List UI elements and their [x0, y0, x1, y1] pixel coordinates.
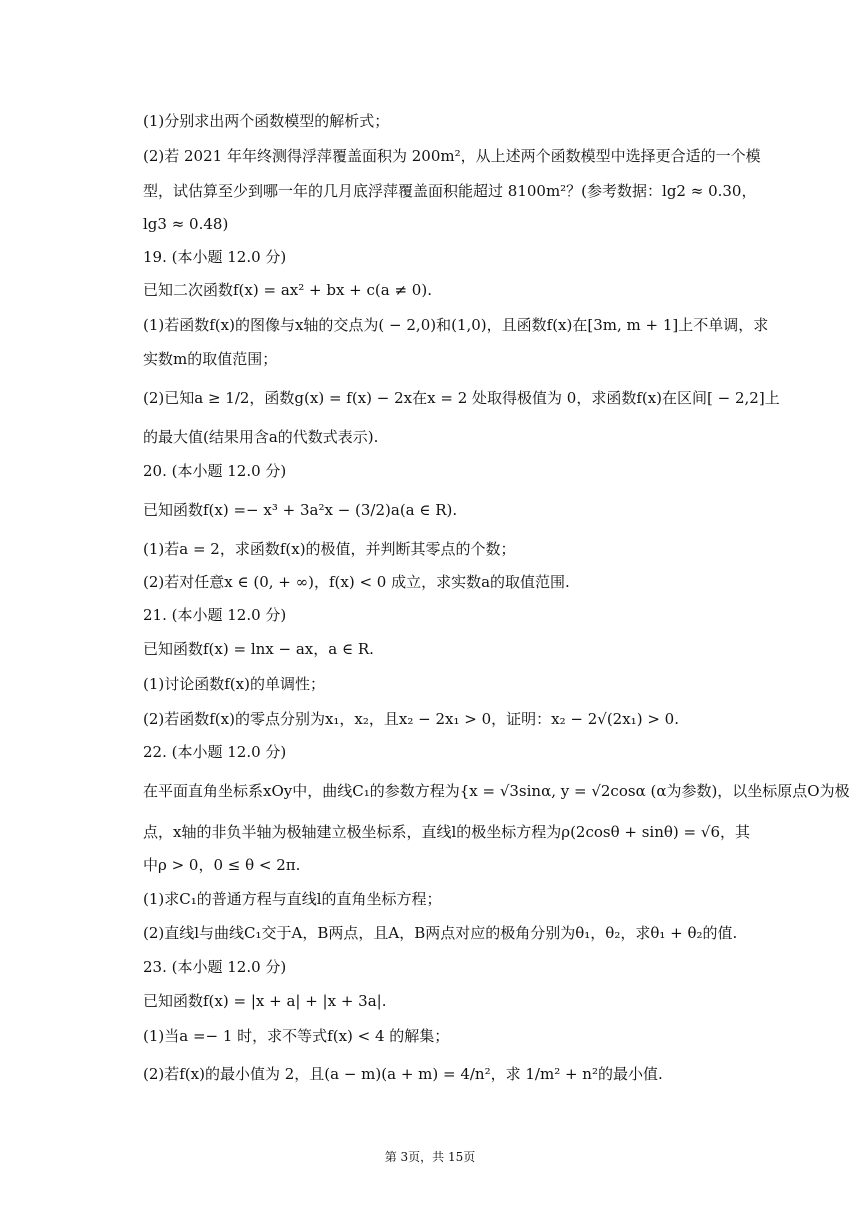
text-line: 已知函数f(x) =− x³ + 3a²x − (3/2)a(a ∈ R). — [143, 501, 458, 519]
text-line: (2)若函数f(x)的零点分别为x₁，x₂，且x₂ − 2x₁ > 0，证明：x₂ − 2√(2x₁) > 0. — [143, 710, 679, 728]
text-line: lg3 ≈ 0.48) — [143, 215, 229, 233]
text-line: (2)若 2021 年年终测得浮萍覆盖面积为 200m²，从上述两个函数模型中选择更合适的一个模 — [143, 147, 761, 165]
text-line: (2)若对任意x ∈ (0, + ∞)，f(x) < 0 成立，求实数a的取值范围. — [143, 573, 570, 591]
text-line: (2)已知a ≥ 1/2，函数g(x) = f(x) − 2x在x = 2 处取得极值为 0，求函数f(x)在区间[ − 2,2]上 — [143, 389, 780, 407]
text-line: (1)分别求出两个函数模型的解析式； — [143, 112, 390, 130]
text-line: (1)若函数f(x)的图像与x轴的交点为( − 2,0)和(1,0)，且函数f(x)在[3m, m + 1]上不单调，求 — [143, 316, 769, 334]
text-line: (1)求C₁的普通方程与直线l的直角坐标方程； — [143, 890, 442, 908]
text-line: (2)若f(x)的最小值为 2，且(a − m)(a + m) = 4/n²，求 1/m² + n²的最小值. — [143, 1065, 663, 1083]
question-heading: 23. (本小题 12.0 分) — [143, 958, 287, 976]
question-heading: 20. (本小题 12.0 分) — [143, 462, 287, 480]
text-line: 在平面直角坐标系xOy中，曲线C₁的参数方程为{x = √3sinα, y = √2cosα (α为参数)，以坐标原点O为极 — [143, 782, 850, 800]
question-heading: 22. (本小题 12.0 分) — [143, 743, 287, 761]
question-heading: 19. (本小题 12.0 分) — [143, 248, 287, 266]
text-line: 已知二次函数f(x) = ax² + bx + c(a ≠ 0). — [143, 281, 432, 299]
page-footer: 第 3页，共 15页 — [384, 1150, 476, 1164]
text-line: (2)直线l与曲线C₁交于A，B两点，且A，B两点对应的极角分别为θ₁，θ₂，求θ₁ + θ₂的值. — [143, 924, 738, 942]
text-line: 实数m的取值范围； — [143, 350, 278, 368]
text-line: 型，试估算至少到哪一年的几月底浮萍覆盖面积能超过 8100m²？(参考数据：lg2 ≈ 0.30， — [143, 182, 757, 200]
text-line: 的最大值(结果用含a的代数式表示). — [143, 428, 379, 446]
text-line: (1)讨论函数f(x)的单调性； — [143, 675, 325, 693]
text-line: 已知函数f(x) = |x + a| + |x + 3a|. — [143, 992, 387, 1010]
text-line: 点，x轴的非负半轴为极轴建立极坐标系，直线l的极坐标方程为ρ(2cosθ + sinθ) = √6，其 — [143, 823, 750, 841]
question-heading: 21. (本小题 12.0 分) — [143, 606, 287, 624]
text-line: 中ρ > 0，0 ≤ θ < 2π. — [143, 856, 301, 874]
text-line: 已知函数f(x) = lnx − ax，a ∈ R. — [143, 640, 374, 658]
text-line: (1)当a =− 1 时，求不等式f(x) < 4 的解集； — [143, 1027, 450, 1045]
text-line: (1)若a = 2，求函数f(x)的极值，并判断其零点的个数； — [143, 540, 516, 558]
